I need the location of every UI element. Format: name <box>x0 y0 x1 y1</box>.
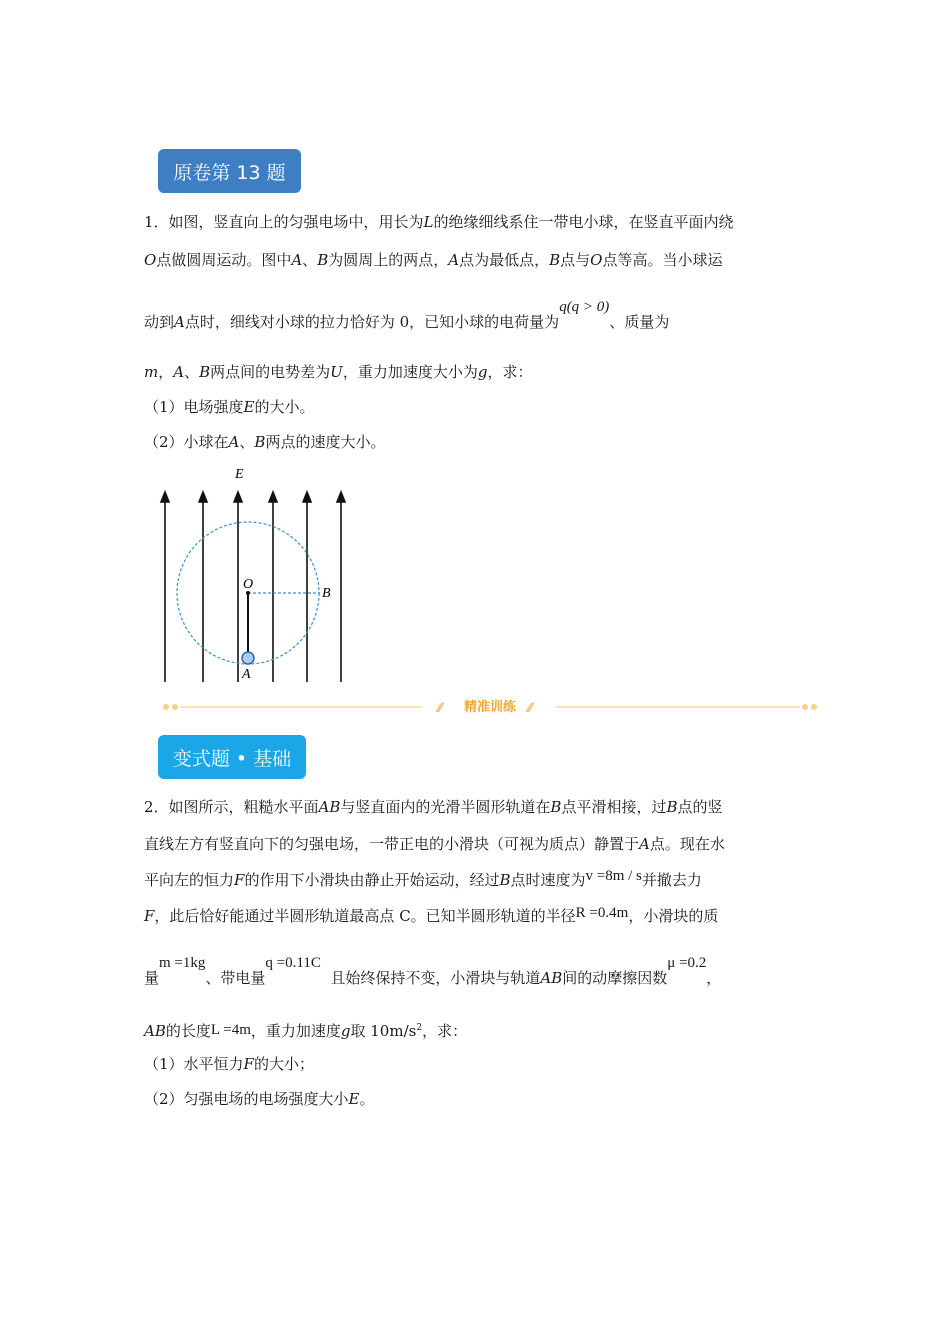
var-A: A <box>173 363 185 381</box>
var-B: B <box>549 251 561 269</box>
text: 点做圆周运动。图中 <box>156 251 292 269</box>
text: 点时，细线对小球的拉力恰好为 0，已知小球的电荷量为 <box>184 313 560 331</box>
text: 与竖直面内的光滑半圆形轨道在 <box>340 798 551 816</box>
text: ，求： <box>487 363 533 381</box>
text: 两点间的电势差为 <box>210 363 331 381</box>
text: ，求： <box>422 1022 468 1040</box>
var-F: F <box>243 1055 254 1073</box>
text: 量 <box>144 969 160 987</box>
text: （2）小球在 <box>144 433 229 451</box>
text: ，此后恰好能通过半圆形轨道最高点 C。已知半圆形轨道的半径 <box>154 907 576 925</box>
q1-line-2 <box>144 250 722 270</box>
arrow-up-icon <box>199 492 207 502</box>
var-A: A <box>174 313 185 331</box>
text: 平向左的恒力 <box>144 871 235 889</box>
text: 2．如图所示，粗糙水平面 <box>144 798 319 816</box>
var-E: E <box>243 398 255 416</box>
var-g: g <box>477 363 488 381</box>
q2-line-5 <box>144 955 722 989</box>
text: 、质量为 <box>609 313 670 331</box>
text: 的绝缘细线系住一带电小球，在竖直平面内绕 <box>433 213 734 231</box>
electric-field-diagram <box>150 462 360 687</box>
q1-subquestion-1 <box>144 397 315 417</box>
text: （2）匀强电场的电场强度大小 <box>144 1090 349 1108</box>
var-O: O <box>590 251 603 269</box>
var-B: B <box>254 433 266 451</box>
var-A: A <box>228 433 240 451</box>
text: 且始终保持不变，小滑块与轨道 <box>330 969 541 987</box>
var-A: A <box>639 835 650 853</box>
text: 的大小； <box>253 1055 314 1073</box>
text: 点为最低点， <box>459 251 550 269</box>
formula-velocity: v =8m / s <box>585 868 642 884</box>
section-tag-original: 原卷第 13 题 <box>158 149 301 193</box>
formula-charge: q =0.11C <box>265 955 321 971</box>
point-label-O: O <box>243 577 254 592</box>
q2-subquestion-1 <box>144 1054 314 1074</box>
arrow-up-icon <box>269 492 277 502</box>
formula-friction: μ =0.2 <box>667 955 707 971</box>
charged-ball <box>242 652 254 664</box>
text: 为圆周上的两点， <box>328 251 449 269</box>
text: 取 10m/s <box>350 1022 417 1040</box>
var-AB: AB <box>318 798 341 816</box>
text: 、 <box>302 251 318 269</box>
q2-line-4 <box>144 906 718 927</box>
var-B: B <box>499 871 511 889</box>
text: 的大小。 <box>254 398 315 416</box>
text: 并撤去力 <box>641 871 702 889</box>
text: 间的动摩擦因数 <box>562 969 668 987</box>
point-label-A: A <box>242 667 251 682</box>
text: 点等高。当小球运 <box>602 251 723 269</box>
var-m: m <box>144 363 159 381</box>
formula-length: L =4m <box>210 1022 251 1038</box>
var-B: B <box>199 363 211 381</box>
var-g: g <box>340 1022 351 1040</box>
q2-subquestion-2 <box>144 1089 375 1109</box>
var-A: A <box>291 251 303 269</box>
var-B: B <box>666 798 678 816</box>
field-label-E: E <box>235 467 244 482</box>
text: 点平滑相接，过 <box>561 798 667 816</box>
arrow-up-icon <box>337 492 345 502</box>
var-F: F <box>234 871 245 889</box>
q2-line-1 <box>144 797 723 817</box>
formula-radius: R =0.4m <box>575 905 629 921</box>
var-E: E <box>348 1090 360 1108</box>
divider-label: 精准训练 <box>463 700 516 715</box>
text: （1）电场强度 <box>144 398 244 416</box>
formula-charge: q(q > 0) <box>559 299 610 315</box>
text: 1．如图，竖直向上的匀强电场中，用长为 <box>144 213 424 231</box>
superscript: 2 <box>416 1023 423 1033</box>
var-B: B <box>317 251 329 269</box>
text: ，小滑块的质 <box>628 907 719 925</box>
var-U: U <box>330 363 343 381</box>
slash-icon: ⁄⁄ <box>528 701 533 716</box>
point-label-B: B <box>322 586 331 601</box>
text: （1）水平恒力 <box>144 1055 244 1073</box>
q1-line-4 <box>144 362 532 382</box>
arrow-up-icon <box>303 492 311 502</box>
var-AB: AB <box>144 1022 166 1040</box>
section-divider <box>160 694 820 720</box>
q1-line-3 <box>144 299 670 333</box>
text: 、带电量 <box>205 969 266 987</box>
formula-mass: m =1kg <box>159 955 206 971</box>
text: ， <box>706 969 722 987</box>
text: 、 <box>239 433 255 451</box>
section-tag-variant: 变式题 • 基础 <box>158 735 306 779</box>
text: 点时速度为 <box>510 871 586 889</box>
var-A: A <box>448 251 460 269</box>
text: 两点的速度大小。 <box>265 433 386 451</box>
text: 点与 <box>560 251 591 269</box>
var-AB: AB <box>540 969 563 987</box>
var-O: O <box>144 251 157 269</box>
q2-line-3 <box>144 870 702 891</box>
text: ，重力加速度大小为 <box>342 363 478 381</box>
slash-icon: ⁄⁄ <box>438 701 443 716</box>
text: ，重力加速度 <box>250 1022 341 1040</box>
var-B: B <box>550 798 562 816</box>
var-L: L <box>423 213 434 231</box>
text: 的长度 <box>165 1022 211 1040</box>
q1-subquestion-2 <box>144 432 385 452</box>
arrow-up-icon <box>234 492 242 502</box>
q2-line-2 <box>144 834 725 854</box>
text: 点。现在水 <box>649 835 725 853</box>
text: 动到 <box>144 313 175 331</box>
text: 直线左方有竖直向下的匀强电场，一带正电的小滑块（可视为质点）静置于 <box>144 835 640 853</box>
text: 的作用下小滑块由静止开始运动，经过 <box>244 871 500 889</box>
text: 点的竖 <box>677 798 723 816</box>
text: ， <box>158 363 174 381</box>
text: 。 <box>359 1090 375 1108</box>
text: 、 <box>184 363 200 381</box>
q1-line-1 <box>144 212 734 232</box>
var-F: F <box>144 907 155 925</box>
q2-line-6 <box>144 1018 467 1042</box>
arrow-up-icon <box>161 492 169 502</box>
